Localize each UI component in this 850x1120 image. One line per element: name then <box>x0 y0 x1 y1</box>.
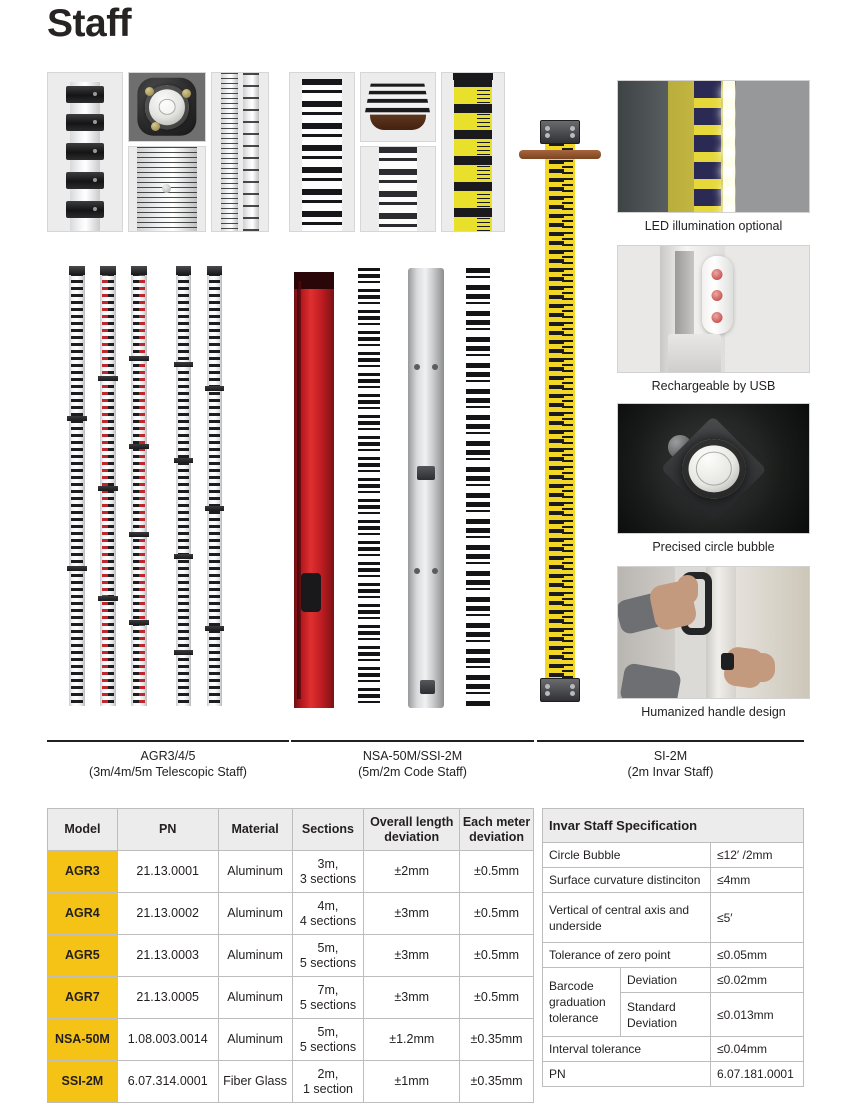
invar-label: Surface curvature distinciton <box>543 868 711 893</box>
cell-sections <box>292 977 364 1019</box>
group-caption-nsa <box>291 748 534 780</box>
agr-circle-bubble-photo <box>128 72 206 142</box>
col-sections: Sections <box>292 809 364 851</box>
staff-agr3-photo <box>69 266 85 706</box>
sections-line1: 3m, <box>317 856 339 871</box>
group-name-nsa: NSA-50M/SSI-2M <box>362 749 463 763</box>
cell-each-meter: ±0.5mm <box>460 977 534 1019</box>
cell-each-meter: ±0.35mm <box>460 1019 534 1061</box>
invar-table-header-row <box>543 809 804 843</box>
table-header-row <box>48 809 534 851</box>
telescoping-staff-illustration <box>66 82 104 231</box>
bubble-vial-image <box>129 73 205 141</box>
cell-model: AGR3 <box>48 851 118 893</box>
table-row <box>543 893 804 943</box>
cell-overall: ±2mm <box>364 851 460 893</box>
cell-model: AGR5 <box>48 935 118 977</box>
barcode-face <box>365 84 431 115</box>
cell-pn: 21.13.0005 <box>117 977 218 1019</box>
cell-overall: ±3mm <box>364 935 460 977</box>
aluminum-case-photo <box>408 268 444 708</box>
group-caption-agr <box>47 748 289 780</box>
agr-graduation-closeup-photo <box>128 146 206 232</box>
cell-model: NSA-50M <box>48 1019 118 1061</box>
sections-line2: 5 sections <box>299 955 357 970</box>
invar-label-barcode: Barcode graduation tolerance <box>543 968 621 1037</box>
invar-label: PN <box>543 1062 711 1087</box>
group-name-agr: AGR3/4/5 <box>140 749 196 763</box>
cell-each-meter: ±0.5mm <box>460 851 534 893</box>
group-subtitle-nsa: (5m/2m Code Staff) <box>358 765 467 779</box>
table-row <box>543 843 804 868</box>
staff-agr-variant-photo <box>207 266 222 706</box>
invar-value: ≤5′ <box>711 893 804 943</box>
code-staff-graduation-photo <box>360 146 436 232</box>
invar-value: ≤0.04mm <box>711 1037 804 1062</box>
group-rule-3 <box>537 740 804 742</box>
cell-pn: 21.13.0002 <box>117 893 218 935</box>
carry-bag-photo <box>294 272 334 708</box>
table-row <box>48 935 534 977</box>
cell-pn: 21.13.0001 <box>117 851 218 893</box>
invar-value: ≤0.013mm <box>711 993 804 1037</box>
cell-overall: ±1mm <box>364 1061 460 1103</box>
table-row <box>543 943 804 968</box>
feature-handle-photo <box>617 566 810 699</box>
staff-spec-table <box>47 808 534 1103</box>
table-row <box>48 1019 534 1061</box>
code-staff-ssi2m-photo <box>466 268 490 708</box>
carry-strap <box>519 150 601 159</box>
feature-caption-bubble: Precised circle bubble <box>652 540 775 554</box>
staff-agr7-photo <box>176 266 191 706</box>
table-row <box>48 851 534 893</box>
cell-sections <box>292 935 364 977</box>
code-staff-yellow-tape-photo <box>441 72 505 232</box>
table-row <box>543 1037 804 1062</box>
cell-pn: 21.13.0003 <box>117 935 218 977</box>
cell-sections <box>292 851 364 893</box>
cell-material: Fiber Glass <box>218 1061 292 1103</box>
sections-line1: 2m, <box>317 1066 339 1081</box>
cell-each-meter: ±0.5mm <box>460 893 534 935</box>
cell-material: Aluminum <box>218 851 292 893</box>
cell-sections <box>292 1019 364 1061</box>
sections-line2: 3 sections <box>299 871 357 886</box>
invar-value: ≤0.02mm <box>711 968 804 993</box>
sections-line2: 5 sections <box>299 997 357 1012</box>
invar-label: Circle Bubble <box>543 843 711 868</box>
group-name-si2m: SI-2M <box>653 749 688 763</box>
cell-overall: ±3mm <box>364 977 460 1019</box>
col-overall: Overall length deviation <box>364 809 460 851</box>
sections-line1: 4m, <box>317 898 339 913</box>
feature-led-photo <box>617 80 810 213</box>
col-pn: PN <box>117 809 218 851</box>
cell-material: Aluminum <box>218 1019 292 1061</box>
cell-model: AGR4 <box>48 893 118 935</box>
code-staff-folded-photo <box>289 72 355 232</box>
cell-pn: 1.08.003.0014 <box>117 1019 218 1061</box>
cell-material: Aluminum <box>218 893 292 935</box>
cell-sections <box>292 1061 364 1103</box>
cell-model: AGR7 <box>48 977 118 1019</box>
code-staff-wood-base-photo <box>360 72 436 142</box>
table-row <box>543 968 804 993</box>
table-row <box>48 893 534 935</box>
invar-sublabel: Deviation <box>621 968 711 993</box>
cell-model: SSI-2M <box>48 1061 118 1103</box>
cell-material: Aluminum <box>218 977 292 1019</box>
cell-material: Aluminum <box>218 935 292 977</box>
agr-scale-detail-photo <box>211 72 269 232</box>
table-row <box>48 977 534 1019</box>
sections-line2: 5 sections <box>299 1039 357 1054</box>
table-row <box>48 1061 534 1103</box>
invar-value: ≤0.05mm <box>711 943 804 968</box>
code-staff-nsa50m-photo <box>358 268 380 708</box>
staff-si2m-invar-photo <box>545 120 575 702</box>
cell-overall: ±1.2mm <box>364 1019 460 1061</box>
feature-caption-led: LED illumination optional <box>644 219 783 233</box>
invar-label: Interval tolerance <box>543 1037 711 1062</box>
table-row <box>543 1062 804 1087</box>
invar-table-title: Invar Staff Specification <box>543 809 804 843</box>
staff-agr5-photo <box>131 266 147 706</box>
col-each-meter: Each meter deviation <box>460 809 534 851</box>
col-model: Model <box>48 809 118 851</box>
col-material: Material <box>218 809 292 851</box>
invar-label: Tolerance of zero point <box>543 943 711 968</box>
group-caption-si2m <box>537 748 804 780</box>
invar-label: Vertical of central axis and underside <box>543 893 711 943</box>
sections-line1: 7m, <box>317 982 339 997</box>
staff-agr4-photo <box>100 266 116 706</box>
cell-sections <box>292 893 364 935</box>
invar-value: 6.07.181.0001 <box>711 1062 804 1087</box>
agr-telescoping-sections-photo <box>47 72 123 232</box>
feature-caption-usb: Rechargeable by USB <box>651 379 776 393</box>
page-title: Staff <box>47 2 132 45</box>
feature-circle-bubble-photo <box>617 403 810 534</box>
invar-sublabel: Standard Deviation <box>621 993 711 1037</box>
group-subtitle-agr: (3m/4m/5m Telescopic Staff) <box>89 765 247 779</box>
group-rule-1 <box>47 740 289 742</box>
sections-line1: 5m, <box>317 940 339 955</box>
cell-pn: 6.07.314.0001 <box>117 1061 218 1103</box>
cell-overall: ±3mm <box>364 893 460 935</box>
sections-line2: 4 sections <box>299 913 357 928</box>
cell-each-meter: ±0.5mm <box>460 935 534 977</box>
feature-usb-photo <box>617 245 810 373</box>
table-row <box>543 868 804 893</box>
group-rule-2 <box>291 740 534 742</box>
sections-line1: 5m, <box>317 1024 339 1039</box>
cell-each-meter: ±0.35mm <box>460 1061 534 1103</box>
group-subtitle-si2m: (2m Invar Staff) <box>627 765 714 779</box>
sections-line2: 1 section <box>302 1081 353 1096</box>
invar-value: ≤12′ /2mm <box>711 843 804 868</box>
invar-value: ≤4mm <box>711 868 804 893</box>
feature-caption-handle: Humanized handle design <box>641 705 786 719</box>
invar-spec-table <box>542 808 804 1087</box>
